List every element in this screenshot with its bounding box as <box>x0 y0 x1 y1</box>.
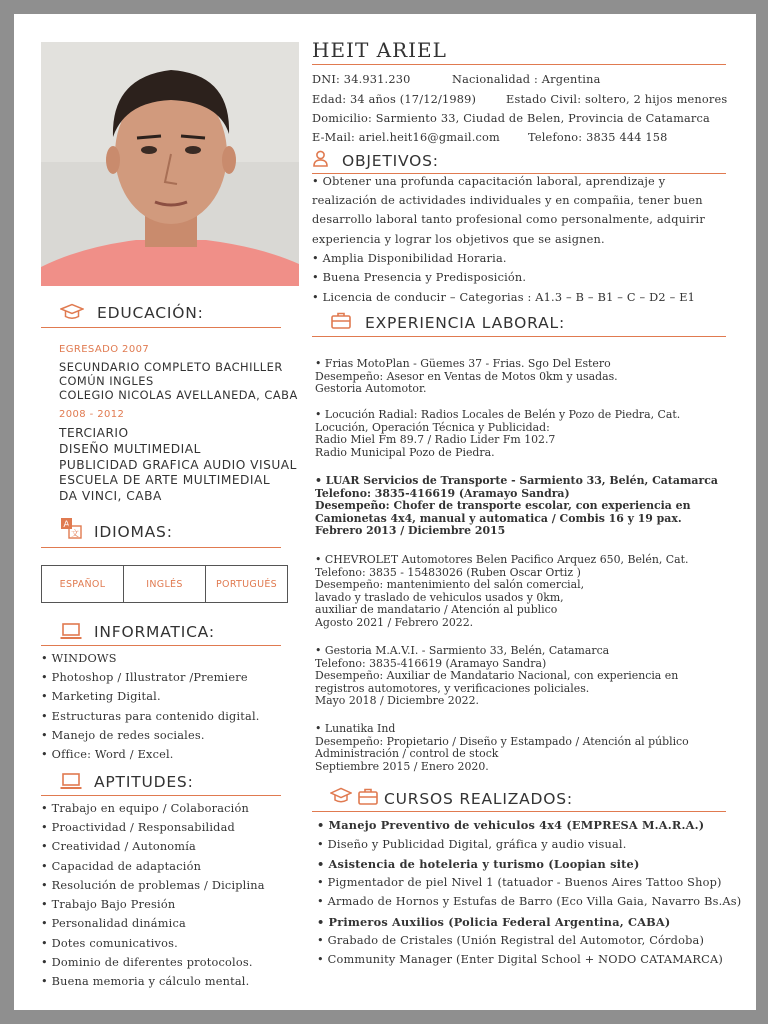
aptitud-item: • Buena memoria y cálculo mental. <box>41 975 250 988</box>
address: Domicilio: Sarmiento 33, Ciudad de Belen, Provincia de Catamarca <box>312 112 710 125</box>
objetivos-paragraph-line: • Obtener una profunda capacitación laboral, aprendizaje y <box>312 175 666 188</box>
laptop-icon <box>60 773 82 790</box>
objetivos-paragraph-line: experiencia y lograr los objetivos que se asignen. <box>312 233 605 246</box>
informatica-item: • Office: Word / Excel. <box>41 748 174 761</box>
education-date: EGRESADO 2007 <box>59 344 150 355</box>
laptop-icon <box>60 623 82 640</box>
language-portuguese: PORTUGUÉS <box>205 566 287 602</box>
svg-text:文: 文 <box>71 529 79 538</box>
age: Edad: 34 años (17/12/1989) <box>312 93 477 106</box>
objetivos-bullet: • Licencia de conducir – Categorias : A1.3 – B – B1 – C – D2 – E1 <box>312 291 696 304</box>
informatica-item: • Photoshop / Illustrator /Premiere <box>41 671 248 684</box>
informatica-rule <box>41 645 281 646</box>
profile-photo <box>41 42 299 286</box>
aptitudes-title: APTITUDES: <box>94 773 194 791</box>
informatica-item: • Marketing Digital. <box>41 690 161 703</box>
objetivos-title: OBJETIVOS: <box>342 152 439 170</box>
education-line: TERCIARIO <box>59 426 129 440</box>
briefcase-icon <box>358 787 378 805</box>
curso-item: • Pigmentador de piel Nivel 1 (tatuador - Buenos Aires Tattoo Shop) <box>317 876 722 889</box>
curso-item: • Manejo Preventivo de vehiculos 4x4 (EMPRESA M.A.R.A.) <box>317 818 705 832</box>
cursos-rule <box>312 811 726 812</box>
idiomas-title: IDIOMAS: <box>94 523 173 541</box>
aptitud-item: • Proactividad / Responsabilidad <box>41 821 235 834</box>
email: E-Mail: ariel.heit16@gmail.com <box>312 131 500 144</box>
objetivos-paragraph-line: realización de actividades individuales y en compañia, tener buen <box>312 194 703 207</box>
education-line: COMÚN INGLES <box>59 374 154 388</box>
graduation-cap-icon <box>60 303 84 322</box>
name-underline <box>312 64 726 65</box>
aptitudes-rule <box>41 795 281 796</box>
nationality: Nacionalidad : Argentina <box>452 73 601 86</box>
aptitud-item: • Capacidad de adaptación <box>41 860 202 873</box>
curso-item: • Diseño y Publicidad Digital, gráfica y audio visual. <box>317 838 627 851</box>
aptitud-item: • Trabajo en equipo / Colaboración <box>41 802 249 815</box>
aptitud-item: • Dotes comunicativos. <box>41 937 178 950</box>
graduation-cap-icon <box>330 787 352 805</box>
education-line: PUBLICIDAD GRAFICA AUDIO VISUAL <box>59 458 297 472</box>
informatica-item: • WINDOWS <box>41 652 117 665</box>
educacion-rule <box>41 327 281 328</box>
educacion-title: EDUCACIÓN: <box>97 304 204 322</box>
dni: DNI: 34.931.230 <box>312 73 411 86</box>
resume-sheet <box>14 14 756 1010</box>
aptitud-item: • Creatividad / Autonomía <box>41 840 196 853</box>
informatica-title: INFORMATICA: <box>94 623 215 641</box>
education-line: ESCUELA DE ARTE MULTIMEDIAL <box>59 473 271 487</box>
education-line: COLEGIO NICOLAS AVELLANEDA, CABA <box>59 388 298 402</box>
cursos-title: CURSOS REALIZADOS: <box>384 790 573 808</box>
education-line: DISEÑO MULTIMEDIAL <box>59 442 201 456</box>
experiencia-rule <box>312 336 726 337</box>
informatica-item: • Estructuras para contenido digital. <box>41 710 260 723</box>
translate-icon <box>60 517 82 539</box>
curso-item: • Community Manager (Enter Digital School + NODO CATAMARCA) <box>317 953 723 966</box>
language-spanish: ESPAÑOL <box>59 578 106 590</box>
education-date: 2008 - 2012 <box>59 409 125 420</box>
idiomas-rule <box>41 547 281 548</box>
language-english: INGLÉS <box>123 566 205 602</box>
education-line: DA VINCI, CABA <box>59 489 162 503</box>
phone: Telefono: 3835 444 158 <box>528 131 668 144</box>
curso-item: • Asistencia de hoteleria y turismo (Loopian site) <box>317 857 640 871</box>
objetivos-bullet: • Buena Presencia y Predisposición. <box>312 271 527 284</box>
aptitud-item: • Dominio de diferentes protocolos. <box>41 956 253 969</box>
person-icon <box>312 150 329 167</box>
curso-item: • Armado de Hornos y Estufas de Barro (Eco Villa Gaia, Navarro Bs.As) <box>317 895 742 908</box>
briefcase-icon <box>331 311 351 329</box>
aptitud-item: • Resolución de problemas / Diciplina <box>41 879 265 892</box>
objetivos-paragraph-line: desarrollo laboral tanto profesional como personalmente, adquirir <box>312 213 705 226</box>
languages-table <box>41 565 288 603</box>
svg-text:A: A <box>63 520 70 530</box>
full-name: HEIT ARIEL <box>312 38 447 62</box>
curso-item: • Primeros Auxilios (Policia Federal Argentina, CABA) <box>317 915 671 929</box>
job-locucion-radial: • Locución Radial: Radios Locales de Belén y Pozo de Piedra, Cat. Locución, Operación Técnica y Publicidad: Radio Miel Fm 89.7 / Radio Lider Fm 102.7 Radio Municipal Pozo de Piedra. <box>315 408 681 459</box>
job-chevrolet: • CHEVROLET Automotores Belen Pacifico Arquez 650, Belén, Cat. Telefono: 3835 - 15483026 (Ruben Oscar Ortiz ) Desempeño: mantenimiento del salón comercial, lavado y traslado de vehiculos usados y 0km, auxiliar de mandatario / Atención al publico Agosto 2021 / Febrero 2022. <box>315 553 689 629</box>
portrait-image <box>41 42 299 286</box>
job-gestoria-mavi: • Gestoria M.A.V.I. - Sarmiento 33, Belén, Catamarca Telefono: 3835-416619 (Aramayo Sandra) Desempeño: Auxiliar de Mandatario Nacional, con experiencia en registros automotores, y verificaciones policiales. Mayo 2018 / Diciembre 2022. <box>315 644 679 708</box>
aptitud-item: • Trabajo Bajo Presión <box>41 898 176 911</box>
civil-status: Estado Civil: soltero, 2 hijos menores <box>506 93 728 106</box>
job-frias-motoplan: • Frias MotoPlan - Güemes 37 - Frias. Sgo Del Estero Desempeño: Asesor en Ventas de Motos 0km y usadas. Gestoria Automotor. <box>315 357 618 396</box>
informatica-item: • Manejo de redes sociales. <box>41 729 205 742</box>
education-line: SECUNDARIO COMPLETO BACHILLER <box>59 360 283 374</box>
objetivos-bullet: • Amplia Disponibilidad Horaria. <box>312 252 507 265</box>
experiencia-title: EXPERIENCIA LABORAL: <box>365 314 565 332</box>
curso-item: • Grabado de Cristales (Unión Registral del Automotor, Córdoba) <box>317 934 705 947</box>
objetivos-rule <box>312 173 726 174</box>
job-luar-transporte: • LUAR Servicios de Transporte - Sarmiento 33, Belén, Catamarca Telefono: 3835-416619 (Aramayo Sandra) Desempeño: Chofer de transporte escolar, con experiencia en Camionetas 4x4, manual y automatica / Combis 16 y 19 pax. Febrero 2013 / Diciembre 2015 <box>315 474 718 538</box>
job-lunatika: • Lunatika Ind Desempeño: Propietario / Diseño y Estampado / Atención al público Administración / control de stock Septiembre 2015 / Enero 2020. <box>315 722 689 773</box>
aptitud-item: • Personalidad dinámica <box>41 917 186 930</box>
